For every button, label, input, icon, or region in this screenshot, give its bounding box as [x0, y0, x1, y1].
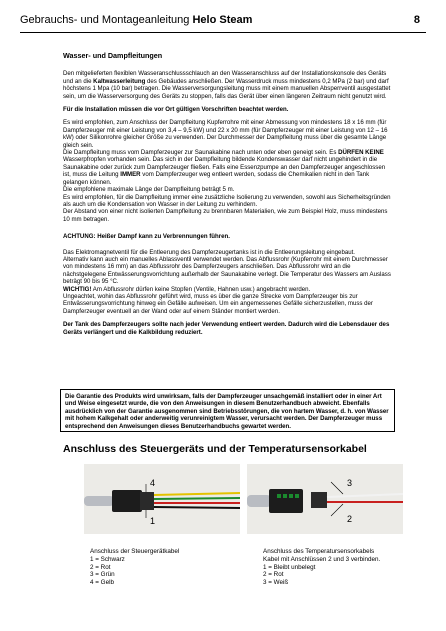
header-title: Gebrauchs- und Montageanleitung [20, 14, 190, 26]
text-bold: IMMER [120, 171, 141, 179]
text: Den mitgelieferten flexiblen Wasseranschlussschlauch an den Wasseranschluss auf der Installationskonsole des Geräts und an die [63, 70, 387, 85]
text: Am Abflussrohr dürfen keine Stopfen (Ventile, Hahnen usw.) angebracht werden. [92, 285, 311, 293]
paragraph-group-drain [63, 249, 393, 316]
wire-label-3: 3 [347, 478, 353, 488]
paragraph-distance: Der Abstand von einer nicht isolierten Dampfleitung zu brennbaren Materialien, wie zum Beispiel Holz, muss mindestens 10 mm betragen. [63, 208, 388, 223]
text-bold: Kaltwasserleitung [93, 77, 146, 85]
text: Wasserpfropfen vorhanden sein. Das sich in der Dampfleitung bildende Kondenswasser darf nicht ungehindert in die Saunakabine oder zurück zum Dampferzeuger fließen. Falls eine Essenzpumpe an den Dampferzeuger angeschlossen ist, muss die Leitung [63, 156, 386, 179]
paragraph-water-connection [63, 70, 393, 100]
control-unit-cable-photo [84, 464, 240, 534]
main-content [63, 52, 393, 342]
header-rule [20, 32, 426, 33]
paragraph-slope [63, 149, 393, 186]
caption-line: 4 = Gelb [90, 579, 114, 587]
connections-heading: Anschluss des Steuergeräts und der Temperatursensorkabel [63, 443, 367, 455]
wire-label-2: 2 [347, 514, 353, 524]
wire-label-4: 4 [150, 478, 156, 488]
paragraph-solenoid: Das Elektromagnetventil für die Entleerung des Dampferzeugertanks ist in die Entleerungsleitung eingebaut. [63, 248, 355, 256]
paragraph-gradient: Ungeachtet, wohin das Abflussrohr geführt wird, muss es über die ganze Strecke vom Dampferzeuger bis zur Entwässerungsvorrichtung hinweg ein Gefälle aufweisen. Um ein angemessenes Gefälle sicherzustellen, muss der Dampferzeuger eventuell an der Wand oder auf einem Ständer montiert werden. [63, 292, 373, 315]
text-bold: DÜRFEN KEINE [338, 149, 384, 157]
caption-line: 2 = Rot [90, 563, 111, 571]
paragraph-group-steam-line [63, 119, 393, 223]
temperature-sensor-cable-photo [247, 464, 403, 534]
control-cable-illustration [84, 464, 240, 534]
text: vom Dampferzeuger weg entleert werden, sodass die Chemikalien nicht in den Tank gelangen können. [63, 171, 370, 186]
caption-title: Anschluss der Steuergerätkabel [90, 548, 180, 555]
sensor-cable-caption [263, 548, 413, 587]
caption-line: 3 = Grün [90, 571, 115, 579]
caption-title: Anschluss des Temperatursensorkabels [263, 548, 375, 555]
wire-label-1: 1 [150, 516, 156, 526]
paragraph-drain-pipe: Alternativ kann auch ein manuelles Ablassventil verwendet werden. Das Abflussrohr (Kupferrohr mit einem Durchmesser von mindestens 16 mm) an das Abflussrohr des Dampferzeugers anschließen. Das Abflussrohr wird an die nächstgelegene Entwässerungsvorrichtung außerhalb der Saunakabine verlegt. Die Temperatur des Wassers am Auslass beträgt 90 bis 95 °C. [63, 255, 391, 286]
caption-line: 1 = Schwarz [90, 555, 125, 563]
paragraph-max-length: Die empfohlene maximale Länge der Dampfleitung beträgt 5 m. [63, 186, 235, 194]
caption-line: Kabel mit Anschlüssen 2 und 3 verbinden. [263, 555, 381, 563]
caption-line: 2 = Rot [263, 571, 284, 579]
page-number: 8 [413, 14, 420, 26]
section-title: Wasser- und Dampfleitungen [63, 51, 163, 60]
paragraph-copper-pipe: Es wird empfohlen, zum Anschluss der Dampfleitung Kupferrohre mit einer Abmessung von mindestens 18 x 16 mm (für Dampferzeuger mit einer Leistung von 3,4 – 9,5 kW) und 22 x 20 mm (für Dampferzeuger mit einer Leistung von 12 – 16 kW) oder Silikonrohre gleicher Größe zu verwenden. Der Durchmesser der Dampfleitung muss über die gesamte Länge gleich sein. [63, 119, 388, 149]
warranty-warning-box: Die Garantie des Produkts wird unwirksam, falls der Dampferzeuger unsachgemäß installiert oder in einer Art und Weise eingesetzt wurde, die von den Anweisungen in diesem Benutzerhandbuch abweicht. Ebenfalls ausdrücklich von der Garantie ausgenommen sind Betriebsstörungen, die von hartem Wasser, d. h. von Wasser mit hohem Kalkgehalt oder anderweitig verunreinigtem Wasser, verursacht werden. Der Dampferzeuger muss entsprechend den Anweisungen dieses Benutzerhandbuchs gewartet werden. [60, 389, 395, 432]
caption-line: 1 = Bleibt unbelegt [263, 563, 316, 571]
sensor-cable-illustration [247, 464, 403, 534]
paragraph-tank-drain: Der Tank des Dampferzeugers sollte nach jeder Verwendung entleert werden. Dadurch wird die Lebensdauer des Geräts verlängert und die Kalkbildung reduziert. [63, 321, 390, 336]
paragraph-insulation: Es wird empfohlen, für die Dampfleitung immer eine zusätzliche Isolierung zu verwenden, sowohl aus Sicherheitsgründen als auch um die Kondensation von Wasser in der Leitung zu verhindern. [63, 193, 391, 208]
text: Die Dampfleitung muss vom Dampferzeuger zur Saunakabine nach unten oder eben geneigt sein. Es [63, 149, 337, 157]
text: des Gebäudes anschließen. Der Wasserdruck muss mindestens 0,2 MPa (2 bar) und darf höchstens 1 Mpa (10 bar) betragen. Die Wasserversorgungsleitung muss mit einem manuellen Absperrventil ausgestattet sein, um die Wasserversorgung des Geräts zu stoppen, falls das Gerät über einen längeren Zeitraum nicht genutzt wird. [63, 77, 391, 100]
paragraph-regulations: Für die Installation müssen die vor Ort gültigen Vorschriften beachtet werden. [63, 106, 289, 114]
caption-line: 3 = Weiß [263, 579, 289, 587]
control-cable-caption [90, 548, 240, 587]
page-header [20, 10, 426, 30]
paragraph-important [63, 286, 393, 293]
text-bold: WICHTIG! [63, 285, 92, 293]
attention-note: ACHTUNG: Heißer Dampf kann zu Verbrennungen führen. [63, 233, 230, 241]
header-product: Helo Steam [192, 14, 253, 26]
